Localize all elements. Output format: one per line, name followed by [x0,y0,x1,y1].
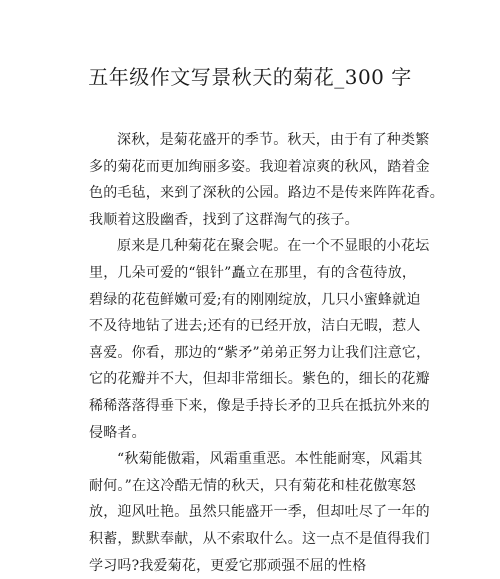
text-line: “秋菊能傲霜，风霜重重恶。本性能耐寒，风霜其 [89,446,419,473]
text-line: 积蓄，默默奉献，从不索取什么。这一点不是值得我们 [89,526,419,553]
text-line: 喜爱。你看，那边的“紫矛”弟弟正努力让我们注意它， [89,340,419,367]
paragraph-3 [89,446,419,579]
text-line: 原来是几种菊花在聚会呢。在一个不显眼的小花坛 [89,233,419,260]
text-line: 学习吗?我爱菊花，更爱它那顽强不屈的性格 [89,553,419,579]
paragraph-1 [89,127,419,233]
text-line: 我顺着这股幽香，找到了这群淘气的孩子。 [89,207,419,234]
text-line: 耐何。”在这冷酷无情的秋天，只有菊花和桂花傲寒怒 [89,473,419,500]
text-line: 稀稀落落得垂下来，像是手持长矛的卫兵在抵抗外来的 [89,393,419,420]
document-body [89,127,419,579]
text-line: 色的毛毡，来到了深秋的公园。路边不是传来阵阵花香。 [89,180,419,207]
text-line: 多的菊花而更加绚丽多姿。我迎着凉爽的秋风，踏着金 [89,154,419,181]
paragraph-2 [89,233,419,446]
text-line: 不及待地钻了进去;还有的已经开放，洁白无暇，惹人 [89,313,419,340]
text-line: 深秋，是菊花盛开的季节。秋天，由于有了种类繁 [89,127,419,154]
text-line: 碧绿的花苞鲜嫩可爱;有的刚刚绽放，几只小蜜蜂就迫 [89,287,419,314]
document-title: 五年级作文写景秋天的菊花_300 字 [0,63,500,91]
text-line: 它的花瓣并不大，但却非常细长。紫色的，细长的花瓣 [89,366,419,393]
text-line: 侵略者。 [89,420,419,447]
text-line: 放，迎风吐艳。虽然只能盛开一季，但却吐尽了一年的 [89,499,419,526]
text-line: 里，几朵可爱的“银针”矗立在那里，有的含苞待放， [89,260,419,287]
